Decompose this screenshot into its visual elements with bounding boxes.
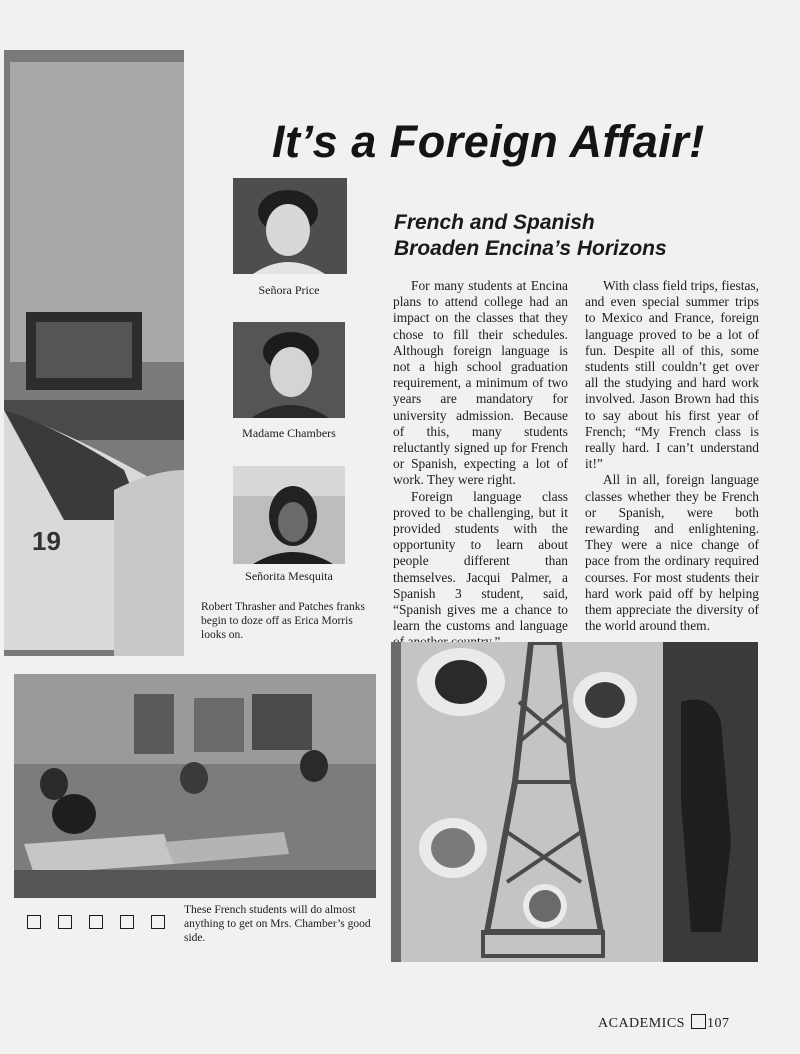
portrait-photo	[233, 178, 347, 274]
article-column-1	[393, 278, 568, 651]
article-column-2	[585, 278, 759, 634]
decorative-box-row	[27, 915, 182, 934]
portrait-caption: Señora Price	[258, 283, 320, 297]
subtitle-line-2: Broaden Encina’s Horizons	[394, 237, 667, 260]
square-icon	[151, 915, 165, 929]
classroom-photo-caption: These French students will do almost anything to get on Mrs. Chamber’s good side.	[184, 904, 371, 944]
article-paragraph: Foreign language class proved to be challenging, but it provided students with the opportunity to learn about people different than themselves. Jacqui Palmer, a Spanish 3 student, said, “Spanish gives me a chance to learn the customs and language	[393, 488, 568, 634]
portrait-caption: Madame Chambers	[242, 426, 336, 440]
page-title: It’s a Foreign Affair!	[272, 116, 705, 167]
article-paragraph: For many students at Encina plans to attend college had an impact on the classes that they chose to fill their schedules. Although foreign language is not a high school graduation requirement, a minimum of two years are mandatory for university admission. Because of this, many students reluctantly signed up for French or Spanish, expecting a lot of work. They were right.	[393, 278, 568, 488]
article-paragraph: All in all, foreign language classes whether they be French or Spanish, were both rewarding and enlightening. They were a nice change of pace from the ordinary required courses. For most students their hard work paid off by helping them appreciate the diversity of the world around them.	[585, 472, 759, 634]
left-photo	[4, 50, 184, 656]
square-icon	[27, 915, 41, 929]
left-photo-art	[4, 50, 184, 656]
left-photo-caption: Robert Thrasher and Patches franks begin to doze off as Erica Morris looks on.	[201, 601, 365, 641]
subtitle-line-1: French and Spanish	[394, 211, 595, 234]
svg-text:19: 19	[32, 526, 61, 556]
portrait-caption: Señorita Mesquita	[245, 569, 333, 583]
portrait-photo	[233, 466, 345, 564]
square-icon	[120, 915, 134, 929]
square-icon	[58, 915, 72, 929]
eiffel-board-photo	[391, 642, 758, 962]
square-icon	[89, 915, 103, 929]
portrait-photo	[233, 322, 345, 418]
page-footer	[598, 1014, 729, 1032]
classroom-photo	[14, 674, 376, 898]
square-icon	[691, 1014, 706, 1029]
article-paragraph: With class field trips, fiestas, and even special summer trips to Mexico and France, foreign language proved to be a lot of fun. Despite all of this, some students still couldn’t get over all the studying and hard work involved. Jason Brown had this to say about his first year of French; “My French class is really hard. I can’t understand it!”	[585, 278, 759, 472]
section-label: ACADEMICS	[598, 1016, 685, 1031]
article-subtitle	[394, 210, 667, 262]
page-number: 107	[706, 1016, 730, 1031]
